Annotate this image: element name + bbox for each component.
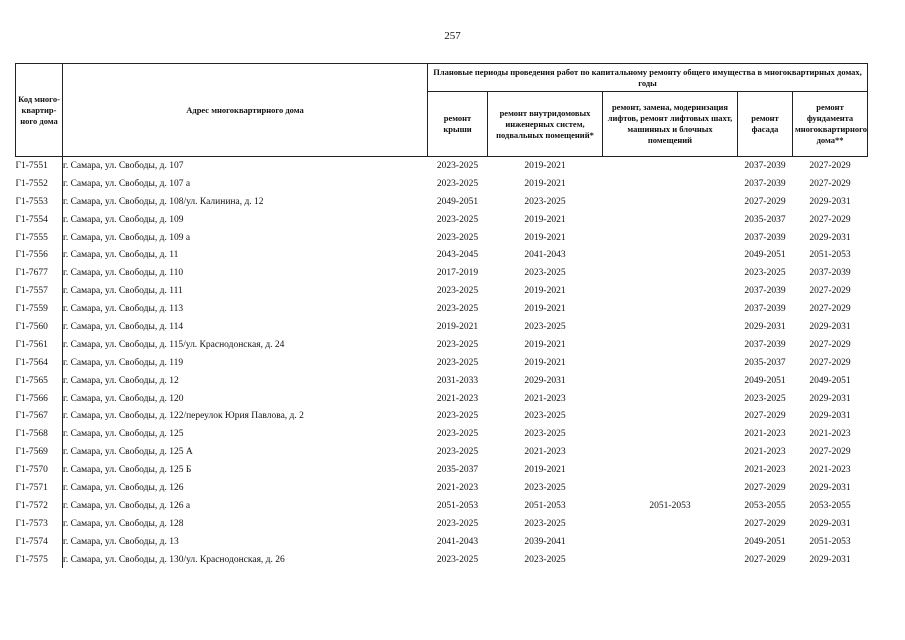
roof-period: 2023-2025 <box>436 518 479 529</box>
lifts-period <box>603 318 738 336</box>
header-facade: ремонт фасада <box>738 92 793 157</box>
house-code: Г1-7557 <box>15 286 48 297</box>
house-code: Г1-7560 <box>15 321 48 332</box>
lifts-period <box>603 336 738 354</box>
foundation-period: 2029-2031 <box>809 393 851 404</box>
house-code: Г1-7552 <box>15 178 48 189</box>
roof-period: 2023-2025 <box>436 429 479 440</box>
header-code: Код много-квартир-ного дома <box>16 64 63 157</box>
facade-period: 2037-2039 <box>744 304 786 315</box>
systems-period: 2041-2043 <box>524 250 566 261</box>
house-address: г. Самара, ул. Свободы, д. 107 <box>63 157 428 175</box>
systems-period: 2039-2041 <box>524 536 566 547</box>
foundation-period: 2051-2053 <box>809 536 851 547</box>
roof-period: 2023-2025 <box>436 304 479 315</box>
roof-period: 2049-2051 <box>436 196 479 207</box>
roof-period: 2023-2025 <box>436 411 479 422</box>
house-code: Г1-7553 <box>15 196 48 207</box>
table-row <box>16 282 868 300</box>
foundation-period: 2049-2051 <box>809 375 851 386</box>
facade-period: 2027-2029 <box>744 482 786 493</box>
table-row <box>16 175 868 193</box>
lifts-period <box>603 246 738 264</box>
house-address: г. Самара, ул. Свободы, д. 126 а <box>63 497 428 515</box>
lifts-period <box>603 425 738 443</box>
house-code: Г1-7554 <box>15 214 48 225</box>
lifts-period <box>603 229 738 247</box>
roof-period: 2041-2043 <box>436 536 479 547</box>
house-code: Г1-7569 <box>15 447 48 458</box>
foundation-period: 2029-2031 <box>809 482 851 493</box>
table-row <box>16 246 868 264</box>
house-code: Г1-7564 <box>15 357 48 368</box>
house-code: Г1-7551 <box>15 160 48 171</box>
systems-period: 2021-2023 <box>524 447 566 458</box>
foundation-period: 2037-2039 <box>809 268 851 279</box>
house-address: г. Самара, ул. Свободы, д. 115/ул. Краснодонская, д. 24 <box>63 336 428 354</box>
house-address: г. Самара, ул. Свободы, д. 119 <box>63 354 428 372</box>
systems-period: 2023-2025 <box>524 268 566 279</box>
house-address: г. Самара, ул. Свободы, д. 125 А <box>63 443 428 461</box>
table-body <box>16 157 868 569</box>
table-row <box>16 372 868 390</box>
lifts-period <box>603 157 738 175</box>
table-row <box>16 443 868 461</box>
roof-period: 2023-2025 <box>436 232 479 243</box>
foundation-period: 2021-2023 <box>809 465 851 476</box>
house-address: г. Самара, ул. Свободы, д. 107 а <box>63 175 428 193</box>
roof-period: 2035-2037 <box>436 465 479 476</box>
header-foundation: ремонт фундамента многоквартирного дома** <box>793 92 868 157</box>
table-row <box>16 407 868 425</box>
table-row <box>16 193 868 211</box>
foundation-period: 2027-2029 <box>809 339 851 350</box>
facade-period: 2021-2023 <box>744 429 786 440</box>
facade-period: 2027-2029 <box>744 196 786 207</box>
house-code: Г1-7561 <box>15 339 48 350</box>
lifts-period <box>603 282 738 300</box>
systems-period: 2019-2021 <box>524 232 566 243</box>
table-row <box>16 318 868 336</box>
house-address: г. Самара, ул. Свободы, д. 109 <box>63 211 428 229</box>
lifts-period <box>603 461 738 479</box>
lifts-period <box>603 300 738 318</box>
facade-period: 2021-2023 <box>744 465 786 476</box>
house-code: Г1-7566 <box>15 393 48 404</box>
roof-period: 2021-2023 <box>436 393 479 404</box>
lifts-period <box>603 390 738 408</box>
systems-period: 2023-2025 <box>524 518 566 529</box>
house-address: г. Самара, ул. Свободы, д. 130/ул. Краснодонская, д. 26 <box>63 551 428 569</box>
facade-period: 2029-2031 <box>744 321 786 332</box>
systems-period: 2051-2053 <box>524 500 566 511</box>
foundation-period: 2027-2029 <box>809 286 851 297</box>
house-address: г. Самара, ул. Свободы, д. 125 Б <box>63 461 428 479</box>
facade-period: 2053-2055 <box>744 500 786 511</box>
house-address: г. Самара, ул. Свободы, д. 108/ул. Калинина, д. 12 <box>63 193 428 211</box>
facade-period: 2037-2039 <box>744 178 786 189</box>
page-number: 257 <box>444 30 461 42</box>
roof-period: 2043-2045 <box>436 250 479 261</box>
facade-period: 2021-2023 <box>744 447 786 458</box>
roof-period: 2023-2025 <box>436 178 479 189</box>
house-address: г. Самара, ул. Свободы, д. 125 <box>63 425 428 443</box>
foundation-period: 2027-2029 <box>809 357 851 368</box>
header-systems: ремонт внутридомовых инженерных систем, подвальных помещений* <box>488 92 603 157</box>
systems-period: 2021-2023 <box>524 393 566 404</box>
foundation-period: 2029-2031 <box>809 196 851 207</box>
house-address: г. Самара, ул. Свободы, д. 122/переулок Юрия Павлова, д. 2 <box>63 407 428 425</box>
lifts-period <box>603 515 738 533</box>
lifts-period <box>603 175 738 193</box>
lifts-period <box>603 211 738 229</box>
house-address: г. Самара, ул. Свободы, д. 13 <box>63 533 428 551</box>
foundation-period: 2029-2031 <box>809 518 851 529</box>
facade-period: 2035-2037 <box>744 214 786 225</box>
lifts-period <box>603 372 738 390</box>
foundation-period: 2051-2053 <box>809 250 851 261</box>
foundation-period: 2029-2031 <box>809 411 851 422</box>
table-row <box>16 461 868 479</box>
lifts-period <box>603 354 738 372</box>
roof-period: 2021-2023 <box>436 482 479 493</box>
facade-period: 2037-2039 <box>744 339 786 350</box>
lifts-period <box>603 443 738 461</box>
foundation-period: 2029-2031 <box>809 321 851 332</box>
systems-period: 2019-2021 <box>524 465 566 476</box>
header-lifts: ремонт, замена, модернизация лифтов, ремонт лифтовых шахт, машинных и блочных помещений <box>603 92 738 157</box>
house-address: г. Самара, ул. Свободы, д. 12 <box>63 372 428 390</box>
facade-period: 2037-2039 <box>744 286 786 297</box>
table-row <box>16 157 868 175</box>
facade-period: 2037-2039 <box>744 232 786 243</box>
systems-period: 2019-2021 <box>524 339 566 350</box>
roof-period: 2023-2025 <box>436 339 479 350</box>
foundation-period: 2029-2031 <box>809 232 851 243</box>
capital-repair-table <box>15 63 868 568</box>
foundation-period: 2027-2029 <box>809 447 851 458</box>
lifts-period <box>603 407 738 425</box>
facade-period: 2037-2039 <box>744 160 786 171</box>
house-address: г. Самара, ул. Свободы, д. 109 а <box>63 229 428 247</box>
systems-period: 2019-2021 <box>524 304 566 315</box>
systems-period: 2019-2021 <box>524 357 566 368</box>
roof-period: 2023-2025 <box>436 554 479 565</box>
house-code: Г1-7571 <box>15 482 48 493</box>
systems-period: 2019-2021 <box>524 214 566 225</box>
house-code: Г1-7565 <box>15 375 48 386</box>
foundation-period: 2053-2055 <box>809 500 851 511</box>
house-code: Г1-7556 <box>15 250 48 261</box>
house-address: г. Самара, ул. Свободы, д. 110 <box>63 264 428 282</box>
table-row <box>16 300 868 318</box>
systems-period: 2023-2025 <box>524 482 566 493</box>
house-address: г. Самара, ул. Свободы, д. 11 <box>63 246 428 264</box>
roof-period: 2023-2025 <box>436 214 479 225</box>
lifts-period <box>603 479 738 497</box>
house-address: г. Самара, ул. Свободы, д. 128 <box>63 515 428 533</box>
house-address: г. Самара, ул. Свободы, д. 126 <box>63 479 428 497</box>
house-code: Г1-7559 <box>15 304 48 315</box>
header-periods-title: Плановые периоды проведения работ по капитальному ремонту общего имущества в многоквартирных домах, годы <box>428 64 868 92</box>
facade-period: 2023-2025 <box>744 393 786 404</box>
house-address: г. Самара, ул. Свободы, д. 114 <box>63 318 428 336</box>
systems-period: 2023-2025 <box>524 554 566 565</box>
systems-period: 2019-2021 <box>524 286 566 297</box>
table-row <box>16 336 868 354</box>
house-code: Г1-7567 <box>15 411 48 422</box>
house-code: Г1-7573 <box>15 518 48 529</box>
table-row <box>16 390 868 408</box>
house-code: Г1-7555 <box>15 232 48 243</box>
table-row <box>16 264 868 282</box>
roof-period: 2017-2019 <box>436 268 479 279</box>
roof-period: 2023-2025 <box>436 286 479 297</box>
systems-period: 2023-2025 <box>524 196 566 207</box>
header-roof: ремонт крыши <box>428 92 488 157</box>
facade-period: 2035-2037 <box>744 357 786 368</box>
house-address: г. Самара, ул. Свободы, д. 113 <box>63 300 428 318</box>
roof-period: 2019-2021 <box>436 321 479 332</box>
systems-period: 2023-2025 <box>524 429 566 440</box>
systems-period: 2023-2025 <box>524 411 566 422</box>
table-row <box>16 425 868 443</box>
foundation-period: 2027-2029 <box>809 160 851 171</box>
house-address: г. Самара, ул. Свободы, д. 120 <box>63 390 428 408</box>
table-row <box>16 479 868 497</box>
table-row <box>16 354 868 372</box>
systems-period: 2029-2031 <box>524 375 566 386</box>
facade-period: 2027-2029 <box>744 411 786 422</box>
facade-period: 2049-2051 <box>744 250 786 261</box>
facade-period: 2027-2029 <box>744 554 786 565</box>
lifts-period <box>603 533 738 551</box>
foundation-period: 2027-2029 <box>809 178 851 189</box>
house-address: г. Самара, ул. Свободы, д. 111 <box>63 282 428 300</box>
table-row <box>16 515 868 533</box>
table-row <box>16 533 868 551</box>
foundation-period: 2021-2023 <box>809 429 851 440</box>
roof-period: 2031-2033 <box>436 375 479 386</box>
systems-period: 2023-2025 <box>524 321 566 332</box>
roof-period: 2051-2053 <box>436 500 479 511</box>
facade-period: 2023-2025 <box>744 268 786 279</box>
systems-period: 2019-2021 <box>524 178 566 189</box>
house-code: Г1-7574 <box>15 536 48 547</box>
roof-period: 2023-2025 <box>436 160 479 171</box>
table-row <box>16 497 868 515</box>
roof-period: 2023-2025 <box>436 357 479 368</box>
house-code: Г1-7572 <box>15 500 48 511</box>
facade-period: 2049-2051 <box>744 536 786 547</box>
house-code: Г1-7568 <box>15 429 48 440</box>
lifts-period <box>603 193 738 211</box>
lifts-period <box>603 264 738 282</box>
foundation-period: 2029-2031 <box>809 554 851 565</box>
lifts-period: 2051-2053 <box>649 500 691 511</box>
table-row <box>16 551 868 569</box>
systems-period: 2019-2021 <box>524 160 566 171</box>
facade-period: 2049-2051 <box>744 375 786 386</box>
roof-period: 2023-2025 <box>436 447 479 458</box>
facade-period: 2027-2029 <box>744 518 786 529</box>
house-code: Г1-7575 <box>15 554 48 565</box>
foundation-period: 2027-2029 <box>809 304 851 315</box>
table-row <box>16 229 868 247</box>
header-address: Адрес многоквартирного дома <box>63 64 428 157</box>
table-row <box>16 211 868 229</box>
house-code: Г1-7570 <box>15 465 48 476</box>
lifts-period <box>603 551 738 569</box>
house-code: Г1-7677 <box>15 268 48 279</box>
foundation-period: 2027-2029 <box>809 214 851 225</box>
